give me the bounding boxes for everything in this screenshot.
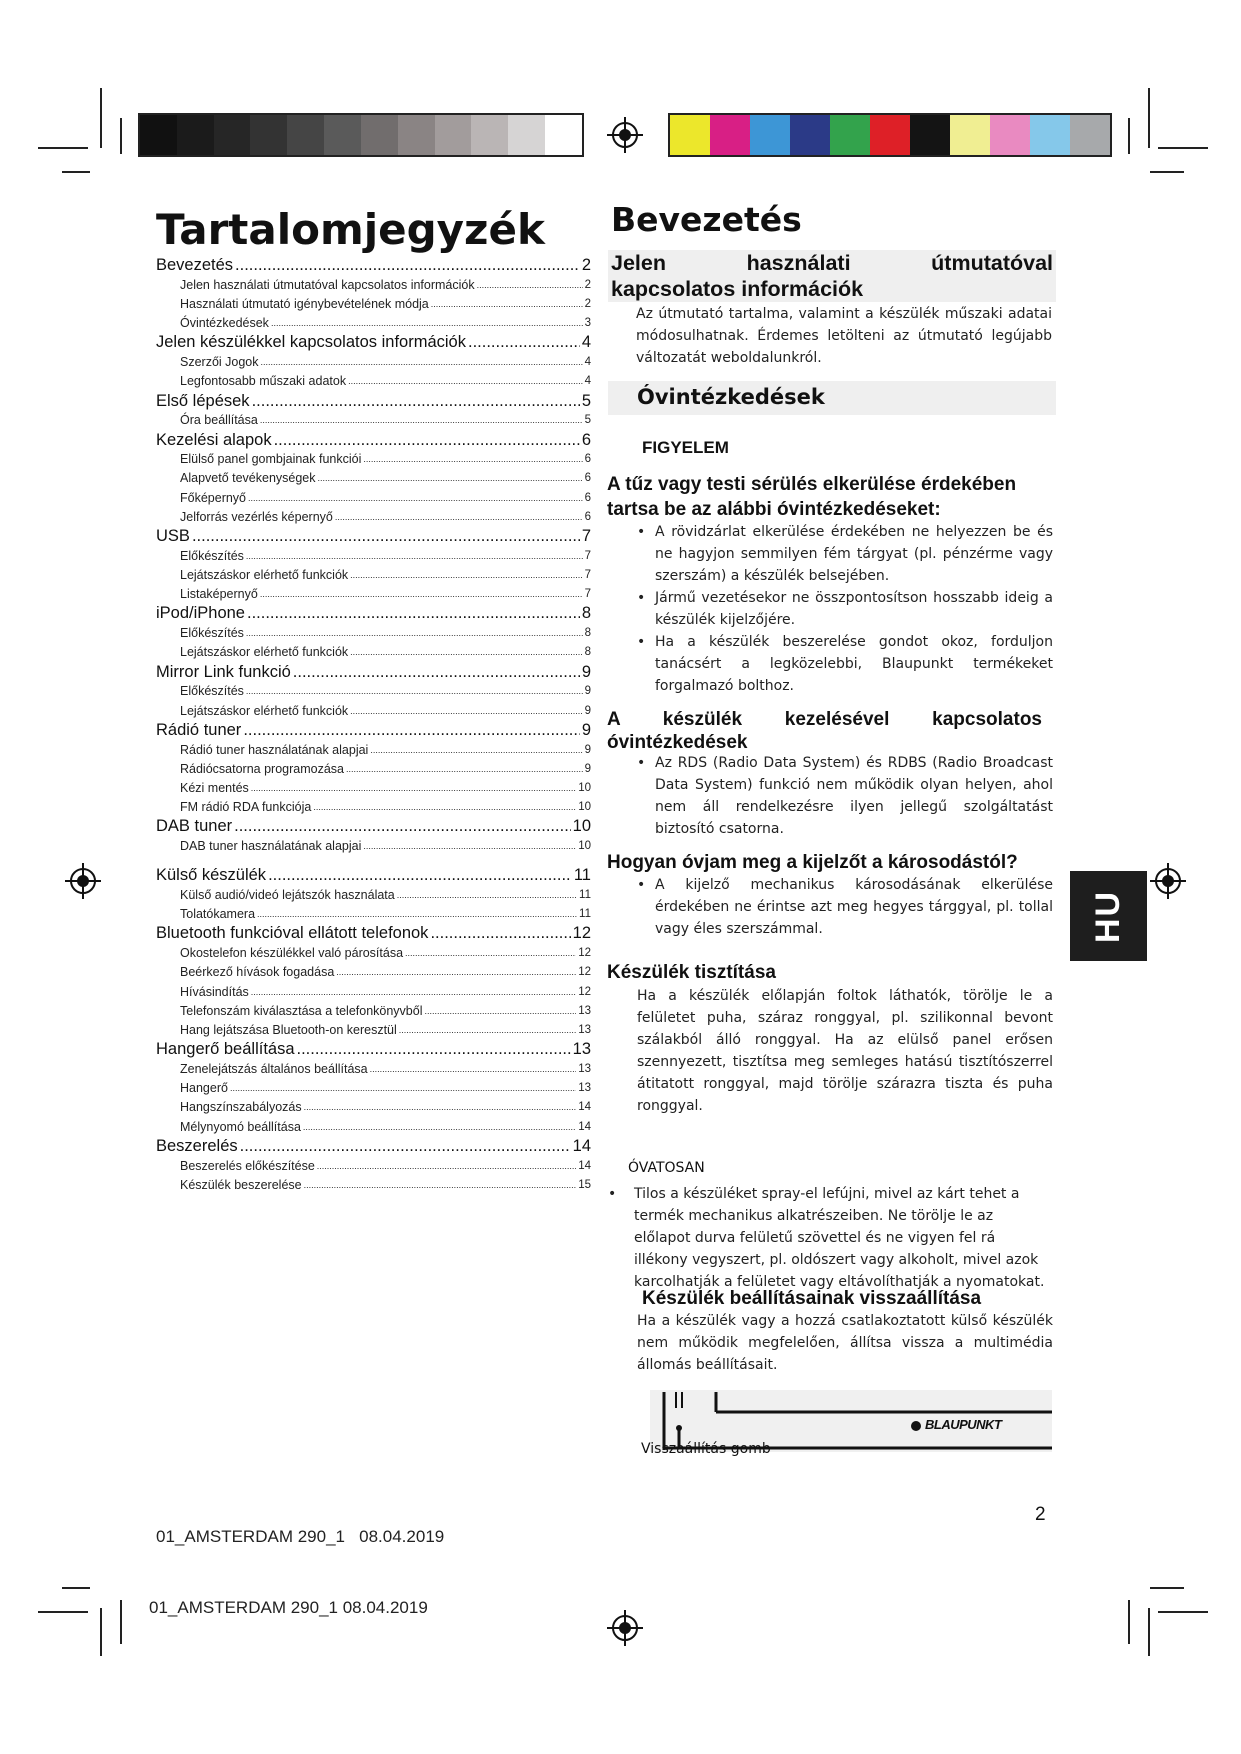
toc-subentry[interactable] (156, 1060, 591, 1079)
crop-mark (1128, 1600, 1130, 1644)
toc-subentry[interactable] (156, 470, 591, 489)
toc-entry-page: 14 (578, 1101, 591, 1114)
toc-entry[interactable] (156, 333, 591, 353)
toc-leader-dots (318, 470, 583, 489)
toc-entry-page: 7 (581, 527, 591, 546)
toc-leader-dots (363, 837, 576, 856)
fire-heading: A tűz vagy testi sérülés elkerülése érdekében tartsa be az alábbi óvintézkedéseket: (607, 474, 1017, 520)
toc-leader-dots (477, 276, 583, 295)
bullet-icon: • (608, 1186, 617, 1202)
toc-leader-dots (350, 702, 582, 721)
list-item: • Jármű vezetésekor ne összpontosítson hosszabb ideig a készülék kijelzőjére. (655, 587, 1053, 631)
color-swatch (324, 115, 361, 155)
toc-leader-dots (370, 741, 582, 760)
registration-mark-icon (607, 1610, 643, 1646)
process-color-bar (668, 113, 1112, 157)
heading-word: Jelen (611, 251, 666, 275)
toc-entry-page: 7 (584, 569, 591, 582)
toc-entry-label: Mirror Link funkció (156, 662, 291, 681)
heading-word: útmutatóval (931, 251, 1053, 275)
toc-entry-page: 8 (584, 627, 591, 640)
handling-bullet-list (637, 752, 1053, 840)
toc-leader-dots (303, 1118, 576, 1137)
toc-entry-label: Hívásindítás (180, 984, 249, 999)
toc-subentry[interactable] (156, 547, 591, 566)
toc-entry-label: Beszerelés (156, 1136, 238, 1155)
cleaning-body: Ha a készülék előlapján foltok láthatók, törölje le a felületet puha, száraz ronggyal, pl. szilikonnal bevont szálakból álló ronggyal. Ha az elülső panel erősen szennyezett, tisztítsa meg semleges hatású tisztítószerrel átitatott ronggyal, majd törölje szárazra tiszta és puha ronggyal. (637, 988, 1053, 1114)
toc-entry[interactable] (156, 1137, 591, 1157)
bullet-icon: • (637, 755, 646, 771)
toc-leader-dots (348, 372, 583, 391)
toc-leader-dots (405, 944, 576, 963)
toc-subentry[interactable] (156, 1157, 591, 1176)
color-swatch (990, 115, 1030, 155)
toc-entry-label: iPod/iPhone (156, 604, 245, 623)
toc-entry-label: Hangerő (180, 1081, 228, 1096)
toc-entry-page: 13 (578, 1024, 591, 1036)
toc-leader-dots (313, 798, 576, 817)
toc-leader-dots (425, 1002, 577, 1021)
crop-mark (100, 1608, 102, 1656)
toc-subentry[interactable] (156, 702, 591, 721)
color-swatch (545, 115, 582, 155)
toc-entry-page: 7 (584, 588, 591, 601)
toc-subentry[interactable] (156, 643, 591, 662)
toc-leader-dots (350, 643, 582, 662)
toc-leader-dots (234, 817, 571, 837)
toc-subentry[interactable] (156, 508, 591, 527)
toc-leader-dots (252, 392, 580, 412)
toc-entry-label: DAB tuner használatának alapjai (180, 839, 362, 854)
toc-entry-label: Beszerelés előkészítése (180, 1158, 315, 1173)
toc-entry-label: Rádió tuner (156, 720, 242, 739)
toc-subentry[interactable] (156, 276, 591, 295)
toc-leader-dots (251, 983, 576, 1002)
toc-entry-page: 14 (578, 1159, 591, 1172)
crop-mark (1158, 147, 1208, 149)
color-swatch (830, 115, 870, 155)
toc-entry-label: Külső audió/videó lejátszók használata (180, 888, 395, 903)
toc-entry[interactable] (156, 527, 591, 547)
crop-mark (38, 147, 88, 149)
toc-subentry[interactable] (156, 1118, 591, 1137)
toc-leader-dots (235, 256, 580, 276)
toc-entry-label: Hangszínszabályozás (180, 1100, 302, 1115)
toc-leader-dots (246, 624, 583, 643)
toc-entry-page: 9 (584, 704, 591, 717)
toc-entry-label: Lejátszáskor elérhető funkciók (180, 568, 349, 583)
crop-mark (120, 1600, 122, 1644)
toc-leader-dots (230, 1079, 576, 1098)
toc-entry-page: 9 (584, 743, 591, 756)
toc-leader-dots (274, 431, 580, 451)
toc-entry-label: Előkészítés (180, 548, 244, 563)
toc-subentry[interactable] (156, 450, 591, 469)
page-number: 2 (1035, 1504, 1046, 1525)
toc-entry[interactable] (156, 817, 591, 837)
toc-entry-page: 5 (584, 414, 591, 427)
toc-entry-label: Külső készülék (156, 866, 267, 885)
toc-leader-dots (468, 333, 580, 353)
toc-entry-label: Lejátszáskor elérhető funkciók (180, 645, 349, 660)
toc-entry-label: Hangerő beállítása (156, 1040, 295, 1059)
crop-mark (62, 1587, 90, 1589)
toc-subentry[interactable] (156, 585, 591, 604)
toc-entry-label: Előkészítés (180, 626, 244, 641)
toc-entry-page: 6 (581, 430, 591, 449)
toc-entry-page: 13 (578, 1082, 591, 1095)
toc-entry-label: USB (156, 527, 190, 546)
toc-leader-dots (293, 663, 580, 683)
reset-heading: Készülék beállításainak visszaállítása (642, 1288, 982, 1309)
toc-subentry[interactable] (156, 983, 591, 1002)
reset-caption: Visszaállítás gomb (641, 1441, 771, 1457)
toc-subentry[interactable] (156, 837, 591, 856)
crop-mark (1148, 88, 1150, 148)
toc-subentry[interactable] (156, 682, 591, 701)
crop-mark (100, 88, 102, 148)
toc-entry-page: 14 (572, 1136, 591, 1155)
toc-entry[interactable] (156, 663, 591, 683)
toc-entry-page: 4 (581, 333, 591, 352)
toc-entry-page: 13 (578, 1062, 591, 1075)
toc-entry-label: Szerzői Jogok (180, 355, 259, 370)
toc-subentry[interactable] (156, 489, 591, 508)
toc-leader-dots (247, 604, 580, 624)
list-item: • A kijelző mechanikus károsodásának elkerülése érdekében ne érintse azt meg hegyes tárggyal, pl. tollal vagy éles szerszámmal. (655, 874, 1053, 940)
list-item: • Ha a készülék beszerelése gondot okoz, forduljon tanácsért a legközelebbi, Blaupunkt termékeket forgalmazó bolthoz. (655, 631, 1053, 697)
toc-leader-dots (260, 585, 583, 604)
toc-entry-page: 2 (581, 256, 591, 274)
color-swatch (250, 115, 287, 155)
caution-bullet-list (608, 1183, 1050, 1293)
toc-entry-page: 4 (584, 375, 591, 388)
toc-leader-dots (430, 924, 570, 944)
toc-leader-dots (257, 905, 577, 924)
toc-entry-label: Jelen készülékkel kapcsolatos információk (156, 333, 466, 352)
reset-body: Ha a készülék vagy a hozzá csatlakoztatott külső készülék nem működik megfelelően, állítsa vissza a multimédia állomás beállításait. (637, 1313, 1053, 1373)
warning-label: FIGYELEM (642, 438, 729, 457)
color-swatch (950, 115, 990, 155)
toc-entry-label: DAB tuner (156, 817, 233, 836)
toc-entry-page: 13 (572, 1040, 591, 1059)
grayscale-color-bar (138, 113, 584, 157)
toc-leader-dots (317, 1157, 576, 1176)
color-swatch (750, 115, 790, 155)
fire-bullet-list (637, 521, 1053, 697)
bullet-icon: • (637, 590, 646, 606)
toc-entry-label: Kézi mentés (180, 780, 249, 795)
toc-entry-label: Tolatókamera (180, 907, 256, 922)
toc-entry-page: 9 (581, 662, 591, 681)
toc-entry-label: Kezelési alapok (156, 430, 272, 449)
toc-entry-page: 13 (578, 1004, 591, 1017)
toc-leader-dots (192, 527, 580, 547)
toc-leader-dots (304, 1098, 577, 1117)
toc-leader-dots (268, 866, 572, 886)
registration-mark-icon (65, 863, 101, 899)
color-swatch (910, 115, 950, 155)
heading-word: használati (746, 251, 851, 275)
toc-entry-label: Lejátszáskor elérhető funkciók (180, 703, 349, 718)
toc-entry[interactable] (156, 924, 591, 944)
toc-entry-label: Telefonszám kiválasztása a telefonkönyvből (180, 1003, 423, 1018)
crop-mark (1150, 171, 1184, 173)
section2-heading: Óvintézkedések (637, 385, 825, 409)
bullet-icon: • (637, 634, 646, 650)
toc-title: Tartalomjegyzék (156, 205, 545, 254)
color-swatch (1070, 115, 1110, 155)
toc-subentry[interactable] (156, 411, 591, 430)
section1-body: Az útmutató tartalma, valamint a készülék műszaki adatai módosulhatnak. Érdemes letölteni az útmutató legújabb változatát weboldalunkról. (636, 306, 1052, 366)
toc-entry-page: 10 (578, 781, 591, 794)
list-item: • Tilos a készüléket spray-el lefújni, mivel az kárt tehet a termék mechanikus alkatrészeiben. Ne törölje le az előlapot durva felületű szövettel és ne vigyen fel rá illékony vegyszert, pl. oldószert vagy alkoholt, mivel azok karcolhatják a felületet vagy eltávolíthatják a nyomatokat. (634, 1183, 1050, 1293)
toc-entry-page: 5 (581, 391, 591, 410)
toc-entry-label: Mélynyomó beállítása (180, 1119, 301, 1134)
crop-mark (120, 118, 122, 154)
toc-entry-label: Készülék beszerelése (180, 1177, 302, 1192)
toc-entry-label: FM rádió RDA funkciója (180, 800, 312, 815)
caution-label: ÓVATOSAN (628, 1160, 705, 1176)
cleaning-heading: Készülék tisztítása (607, 962, 776, 983)
color-swatch (870, 115, 910, 155)
color-swatch (508, 115, 545, 155)
toc-entry-label: Óvintézkedések (180, 316, 269, 331)
toc-leader-dots (297, 1040, 571, 1060)
color-swatch (177, 115, 214, 155)
color-swatch (710, 115, 750, 155)
toc-subentry[interactable] (156, 944, 591, 963)
toc-subentry[interactable] (156, 1079, 591, 1098)
toc-entry[interactable] (156, 604, 591, 624)
toc-leader-dots (350, 566, 582, 585)
toc-subentry[interactable] (156, 760, 591, 779)
bullet-icon: • (637, 524, 646, 540)
toc-entry-page: 10 (578, 840, 591, 853)
toc-subentry[interactable] (156, 741, 591, 760)
document-footer: 01_AMSTERDAM 290_1 08.04.2019 (156, 1527, 445, 1546)
toc-entry-page: 6 (584, 472, 591, 485)
toc-leader-dots (346, 760, 583, 779)
toc-subentry[interactable] (156, 624, 591, 643)
toc-entry-page: 7 (584, 549, 591, 562)
toc-entry-label: Elülső panel gombjainak funkciói (180, 452, 362, 467)
toc-leader-dots (260, 411, 583, 430)
toc-leader-dots (246, 547, 583, 566)
toc-entry-page: 3 (584, 317, 591, 330)
color-swatch (790, 115, 830, 155)
toc-entry-label: Bluetooth funkcióval ellátott telefonok (156, 924, 429, 943)
toc-leader-dots (336, 963, 576, 982)
toc-entry-page: 9 (581, 720, 591, 739)
toc-entry-page: 11 (573, 866, 591, 885)
toc-entry[interactable] (156, 392, 591, 412)
toc-gap (156, 856, 591, 866)
language-tab: HU (1070, 871, 1147, 961)
toc-leader-dots (399, 1021, 576, 1040)
registration-mark-icon (1150, 863, 1186, 899)
toc-subentry[interactable] (156, 963, 591, 982)
toc-entry-label: Előkészítés (180, 684, 244, 699)
toc-leader-dots (304, 1176, 577, 1195)
color-swatch (1030, 115, 1070, 155)
crop-mark (62, 171, 90, 173)
toc-entry-page: 11 (579, 889, 591, 902)
toc-entry-label: Beérkező hívások fogadása (180, 965, 335, 980)
display-bullet-list (637, 874, 1053, 940)
toc-leader-dots (335, 508, 583, 527)
intro-title: Bevezetés (611, 200, 802, 239)
crop-mark (1148, 1608, 1150, 1656)
toc-entry-label: Főképernyő (180, 490, 247, 505)
toc-leader-dots (363, 450, 582, 469)
toc-subentry[interactable] (156, 372, 591, 391)
color-swatch (398, 115, 435, 155)
toc-subentry[interactable] (156, 886, 591, 905)
toc-entry[interactable] (156, 866, 591, 886)
brand-logo: BLAUPUNKT (925, 1417, 1002, 1432)
toc-entry-page: 10 (578, 801, 591, 814)
toc-entry-label: Alapvető tevékenységek (180, 471, 316, 486)
toc-subentry[interactable] (156, 905, 591, 924)
toc-leader-dots (243, 721, 580, 741)
slug-footer: 01_AMSTERDAM 290_1 08.04.2019 (149, 1598, 428, 1617)
display-heading: Hogyan óvjam meg a kijelzőt a károsodástól? (607, 852, 1018, 873)
crop-mark (1150, 1587, 1184, 1589)
toc-entry-page: 14 (578, 1120, 591, 1133)
toc-entry-page: 2 (584, 278, 591, 291)
toc-entry[interactable] (156, 431, 591, 451)
toc-leader-dots (431, 295, 583, 314)
toc-entry-label: Rádiócsatorna programozása (180, 761, 344, 776)
toc-leader-dots (261, 353, 583, 372)
color-swatch (361, 115, 398, 155)
toc-entry[interactable] (156, 1040, 591, 1060)
toc-leader-dots (370, 1060, 577, 1079)
toc-entry-label: Listaképernyő (180, 587, 258, 602)
crop-mark (38, 1611, 88, 1613)
toc-subentry[interactable] (156, 314, 591, 333)
toc-entry[interactable] (156, 721, 591, 741)
bullet-icon: • (637, 877, 646, 893)
handling-heading: A készülék kezelésével kapcsolatos óvintézkedések (607, 709, 1042, 753)
toc-entry-page: 6 (584, 453, 591, 466)
toc-entry-page: 12 (578, 947, 591, 960)
toc-entry-label: Óra beállítása (180, 413, 258, 428)
crop-mark (1128, 118, 1130, 154)
toc-subentry[interactable] (156, 798, 591, 817)
toc-entry-page: 11 (579, 908, 591, 921)
toc-subentry[interactable] (156, 295, 591, 314)
section1-heading-line2: kapcsolatos információk (611, 277, 864, 301)
toc-entry-page: 9 (584, 685, 591, 698)
toc-leader-dots (246, 682, 583, 701)
toc-subentry[interactable] (156, 353, 591, 372)
toc-leader-dots (271, 314, 583, 333)
toc-leader-dots (248, 489, 583, 508)
toc-entry-page: 6 (584, 510, 591, 523)
toc-entry-page: 12 (578, 966, 591, 979)
toc-entry-page: 10 (572, 817, 591, 836)
registration-mark-icon (607, 117, 643, 153)
toc-entry-page: 15 (578, 1178, 591, 1191)
toc-subentry[interactable] (156, 1176, 591, 1195)
crop-mark (1158, 1611, 1208, 1613)
toc-entry-label: Jelforrás vezérlés képernyő (180, 509, 333, 524)
section1-heading-line1 (611, 251, 1053, 275)
toc-entry-page: 12 (572, 924, 591, 943)
toc-entry[interactable] (156, 256, 591, 276)
color-swatch (214, 115, 251, 155)
toc-entry-page: 12 (578, 985, 591, 998)
toc-subentry[interactable] (156, 1021, 591, 1040)
toc-entry-label: Zenelejátszás általános beállítása (180, 1061, 368, 1076)
toc-leader-dots (397, 886, 577, 905)
toc-entry-label: Okostelefon készülékkel való párosítása (180, 946, 404, 961)
toc-subentry[interactable] (156, 1098, 591, 1117)
toc-entry-page: 4 (584, 356, 591, 369)
color-swatch (435, 115, 472, 155)
toc-entry-page: 8 (584, 646, 591, 659)
toc-entry-label: Rádió tuner használatának alapjai (180, 742, 369, 757)
color-swatch (670, 115, 710, 155)
toc-entry-page: 8 (581, 604, 591, 623)
toc-entry-label: Hang lejátszása Bluetooth-on keresztül (180, 1023, 397, 1037)
toc-entry-page: 6 (584, 491, 591, 504)
toc-entry-label: Bevezetés (156, 256, 234, 274)
color-swatch (287, 115, 324, 155)
color-swatch (140, 115, 177, 155)
list-item: • A rövidzárlat elkerülése érdekében ne helyezzen be és ne hagyjon semmilyen fém tárgyat (pl. pénzérme vagy szerszám) a készülék belsejében. (655, 521, 1053, 587)
toc-subentry[interactable] (156, 566, 591, 585)
toc-subentry[interactable] (156, 779, 591, 798)
color-swatch (471, 115, 508, 155)
list-item: • Az RDS (Radio Data System) és RDBS (Radio Broadcast Data System) funkció nem működik olyan helyen, ahol nem áll rendelkezésre ilyen jellegű szolgáltatást biztosító csatorna. (655, 752, 1053, 840)
toc-entry-page: 9 (584, 762, 591, 775)
table-of-contents (156, 256, 591, 1195)
toc-entry-page: 2 (584, 297, 591, 310)
toc-subentry[interactable] (156, 1002, 591, 1021)
toc-entry-label: Használati útmutató igénybevételének módja (180, 296, 429, 311)
toc-leader-dots (251, 779, 576, 798)
toc-leader-dots (240, 1137, 571, 1157)
toc-entry-label: Első lépések (156, 391, 250, 410)
toc-entry-label: Jelen használati útmutatóval kapcsolatos információk (180, 277, 475, 292)
toc-entry-label: Legfontosabb műszaki adatok (180, 374, 347, 389)
